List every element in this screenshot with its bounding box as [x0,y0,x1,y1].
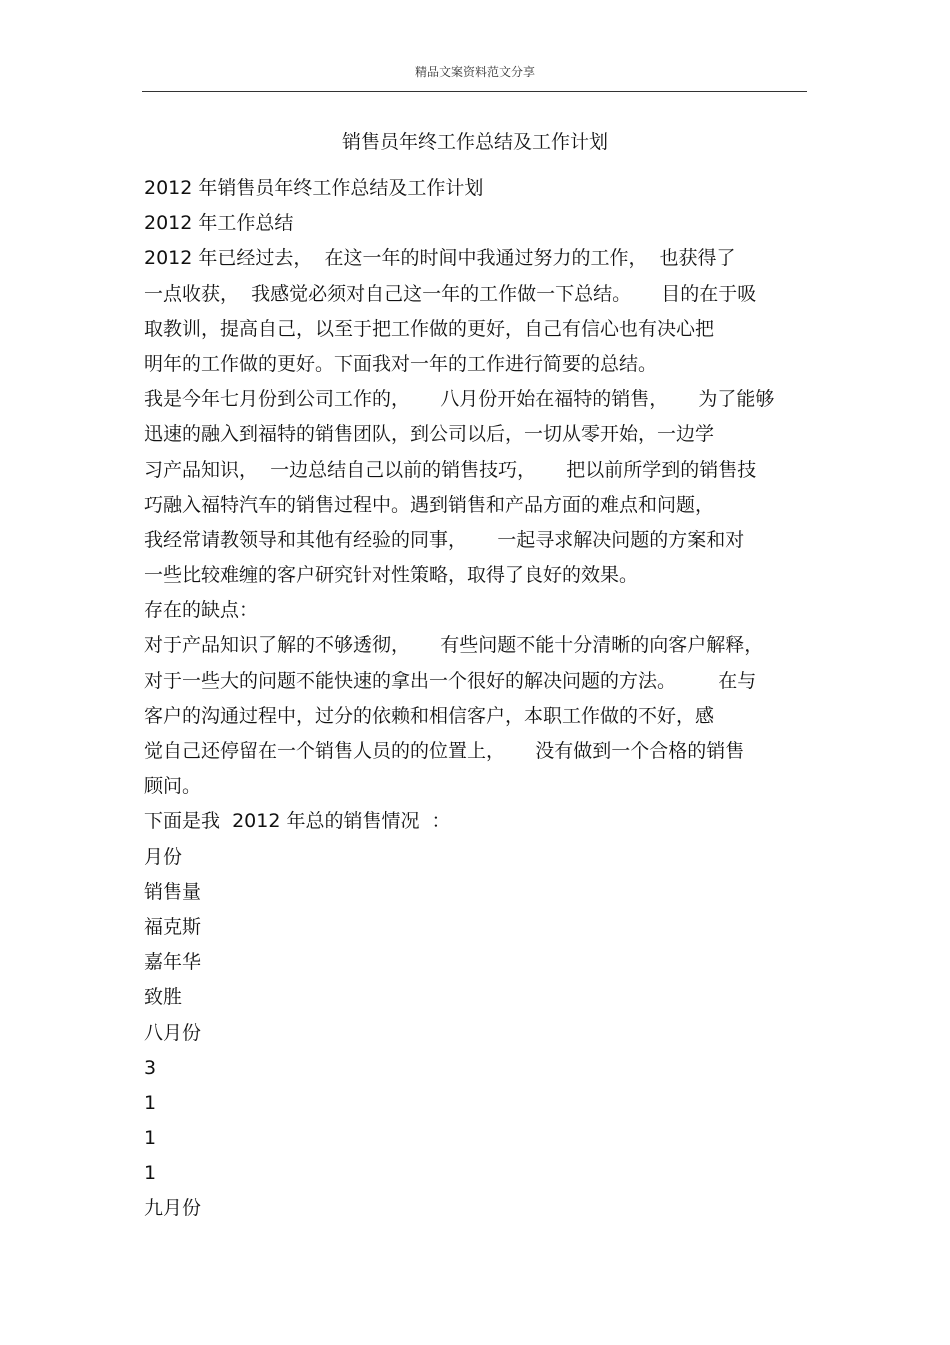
body-line: 对于一些大的问题不能快速的拿出一个很好的解决问题的方法。 在与 [144,669,757,692]
body-line: 2012 年工作总结 [144,212,294,235]
body-line: 3 [144,1056,157,1079]
body-line: 习产品知识， 一边总结自己以前的销售技巧， 把以前所学到的销售技 [144,458,757,481]
body-line: 存在的缺点： [144,599,259,622]
page-header: 精品文案资料范文分享 [414,65,535,79]
body-line: 八月份 [144,1021,202,1044]
body-line: 1 [144,1162,157,1185]
body-line: 我是今年七月份到公司工作的， 八月份开始在福特的销售， 为了能够 [144,388,775,411]
body-line: 巧融入福特汽车的销售过程中。遇到销售和产品方面的难点和问题， [144,493,715,516]
body-line: 2012 年已经过去， 在这一年的时间中我通过努力的工作， 也获得了 [144,247,736,270]
document-title: 销售员年终工作总结及工作计划 [341,131,608,153]
header-divider [142,91,807,92]
body-line: 明年的工作做的更好。下面我对一年的工作进行简要的总结。 [144,352,658,375]
body-line: 1 [144,1127,157,1150]
body-line: 福克斯 [144,915,202,938]
body-line: 一点收获， 我感觉必须对自己这一年的工作做一下总结。 目的在于吸 [144,282,757,305]
body-line: 下面是我 2012 年总的销售情况 ： [144,810,451,833]
body-line: 致胜 [144,986,183,1009]
body-line: 嘉年华 [144,951,202,974]
body-line: 我经常请教领导和其他有经验的同事， 一起寻求解决问题的方案和对 [144,528,745,551]
body-line: 2012 年销售员年终工作总结及工作计划 [144,177,484,199]
body-line: 销售量 [144,880,202,903]
body-line: 月份 [144,845,183,868]
body-line: 迅速的融入到福特的销售团队，到公司以后，一切从零开始，一边学 [144,423,715,446]
body-line: 对于产品知识了解的不够透彻， 有些问题不能十分清晰的向客户解释， [144,634,764,657]
body-line: 九月份 [144,1197,202,1220]
body-line: 1 [144,1091,157,1114]
body-line: 觉自己还停留在一个销售人员的的位置上， 没有做到一个合格的销售 [144,740,745,762]
body-line: 取教训，提高自己，以至于把工作做的更好，自己有信心也有决心把 [144,317,715,340]
body-line: 顾问。 [144,775,202,798]
body-line: 一些比较难缠的客户研究针对性策略，取得了良好的效果。 [144,564,639,587]
body-line: 客户的沟通过程中，过分的依赖和相信客户，本职工作做的不好，感 [144,704,715,727]
document-body [144,171,814,1227]
